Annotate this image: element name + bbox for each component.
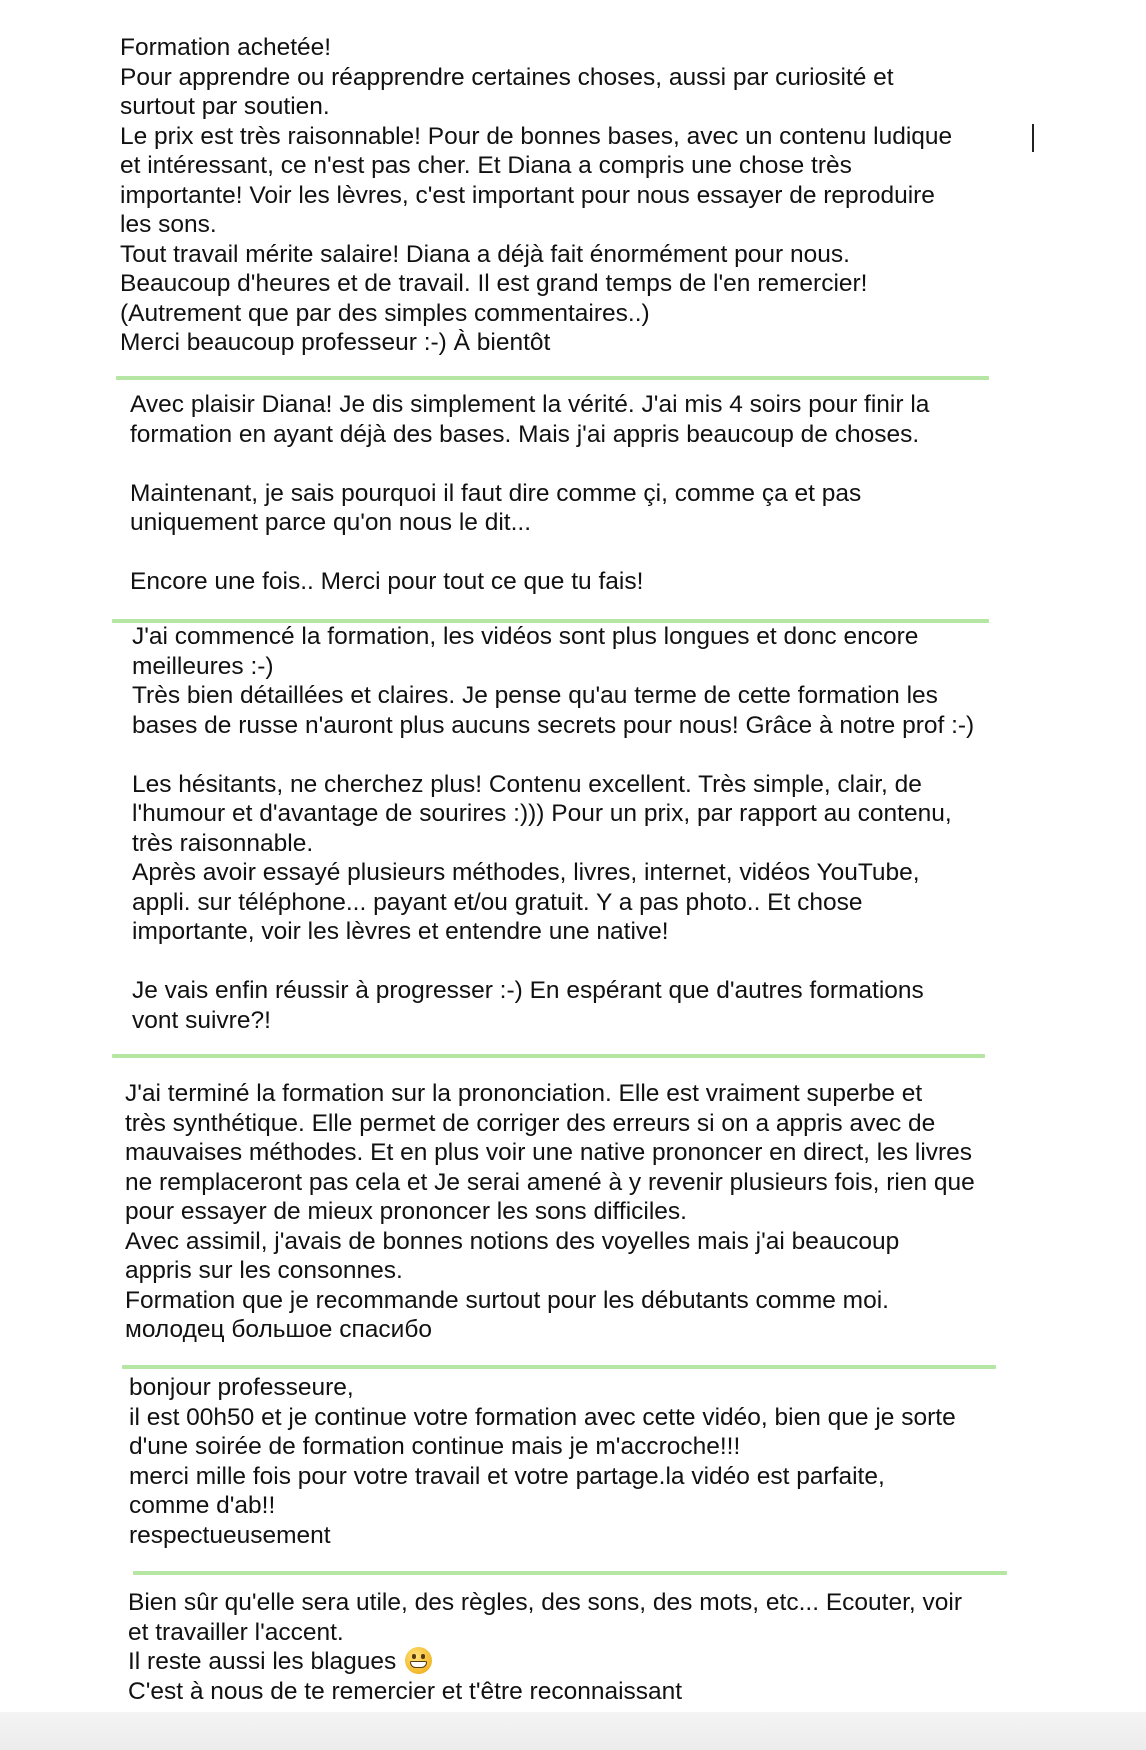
comment-line: vont suivre?! — [132, 1006, 271, 1034]
comment-line: pour essayer de mieux prononcer les sons difficiles. — [125, 1198, 687, 1225]
comment-line: mauvaises méthodes. Et en plus voir une native prononcer en direct, les livres — [125, 1139, 973, 1166]
comment-4 — [125, 1079, 975, 1345]
comment-line: importante, voir les lèvres et entendre une native! — [132, 918, 669, 945]
divider-5 — [133, 1571, 1007, 1575]
comment-line: Merci beaucoup professeur :-) À bientôt — [120, 329, 551, 356]
comment-line: ne remplaceront pas cela et Je serai amené à y revenir plusieurs fois, rien que — [125, 1168, 975, 1196]
comment-line: merci mille fois pour votre travail et votre partage.la vidéo est parfaite, — [129, 1462, 885, 1490]
blank-line — [130, 538, 929, 568]
comment-line: appris sur les consonnes. — [125, 1257, 403, 1284]
comment-line: Pour apprendre ou réapprendre certaines choses, aussi par curiosité et — [120, 63, 894, 91]
comment-2 — [130, 390, 929, 597]
divider-4 — [122, 1365, 996, 1369]
comment-line: Bien sûr qu'elle sera utile, des règles, des sons, des mots, etc... Ecouter, voir — [128, 1589, 963, 1616]
blank-line — [132, 740, 974, 770]
comment-line: Les hésitants, ne cherchez plus! Contenu excellent. Très simple, clair, de — [132, 770, 922, 798]
comment-line: Je vais enfin réussir à progresser :-) En espérant que d'autres formations — [132, 977, 924, 1004]
comment-line: Avec assimil, j'avais de bonnes notions des voyelles mais j'ai beaucoup — [125, 1227, 900, 1255]
comment-6 — [128, 1588, 962, 1706]
comment-line: uniquement parce qu'on nous le dit... — [130, 509, 532, 536]
comment-line: J'ai terminé la formation sur la prononciation. Elle est vraiment superbe et — [125, 1080, 923, 1107]
comment-line: importante! Voir les lèvres, c'est important pour nous essayer de reproduire — [120, 181, 935, 209]
comment-line-with-emoji — [128, 1647, 962, 1677]
grinning-face-icon — [405, 1647, 432, 1674]
comment-line: très raisonnable. — [132, 829, 314, 857]
comment-1 — [120, 33, 952, 358]
comment-line: молодец большое спасибо — [125, 1316, 432, 1343]
comment-line: très synthétique. Elle permet de corriger des erreurs si on a appris avec de — [125, 1109, 936, 1137]
comment-line: les sons. — [120, 211, 217, 238]
comment-line: Encore une fois.. Merci pour tout ce que tu fais! — [130, 568, 644, 595]
comment-line: Le prix est très raisonnable! Pour de bonnes bases, avec un contenu ludique — [120, 122, 953, 150]
comment-line: et intéressant, ce n'est pas cher. Et Diana a compris une chose très — [120, 152, 852, 179]
text-cursor — [1032, 124, 1034, 152]
comment-line: comme d'ab!! — [129, 1492, 276, 1519]
comment-line: Formation que je recommande surtout pour les débutants comme moi. — [125, 1286, 889, 1314]
comment-line: Avec plaisir Diana! Je dis simplement la vérité. J'ai mis 4 soirs pour finir la — [130, 391, 930, 418]
divider-3 — [112, 1054, 985, 1058]
blank-line — [130, 449, 929, 479]
bottom-edge — [0, 1712, 1146, 1750]
comment-line: meilleures :-) — [132, 652, 274, 680]
comment-line: Très bien détaillées et claires. Je pense qu'au terme de cette formation les — [132, 682, 938, 709]
comment-5 — [129, 1373, 956, 1550]
blank-line — [132, 947, 974, 977]
comment-line: Beaucoup d'heures et de travail. Il est grand temps de l'en remercier! — [120, 270, 868, 297]
comment-line: Tout travail mérite salaire! Diana a déjà fait énormément pour nous. — [120, 240, 850, 268]
comment-line: Il reste aussi les blagues — [128, 1648, 397, 1675]
divider-1 — [116, 376, 989, 380]
comment-line: J'ai commencé la formation, les vidéos sont plus longues et donc encore — [132, 623, 919, 650]
comment-line: respectueusement — [129, 1521, 331, 1549]
comment-line: et travailler l'accent. — [128, 1618, 344, 1646]
comment-line: (Autrement que par des simples commentaires..) — [120, 299, 650, 327]
comment-line: formation en ayant déjà des bases. Mais j'ai appris beaucoup de choses. — [130, 420, 920, 448]
comment-line: Maintenant, je sais pourquoi il faut dire comme çi, comme ça et pas — [130, 479, 862, 507]
comment-line: Après avoir essayé plusieurs méthodes, livres, internet, vidéos YouTube, — [132, 859, 920, 886]
comment-line: bonjour professeure, — [129, 1374, 354, 1401]
comment-line: d'une soirée de formation continue mais je m'accroche!!! — [129, 1433, 741, 1460]
comment-line: surtout par soutien. — [120, 93, 330, 120]
comment-3 — [132, 622, 974, 1035]
comment-line: C'est à nous de te remercier et t'être reconnaissant — [128, 1677, 683, 1705]
comment-line: Formation achetée! — [120, 34, 332, 61]
comment-line: bases de russe n'auront plus aucuns secrets pour nous! Grâce à notre prof :-) — [132, 711, 975, 739]
comment-line: il est 00h50 et je continue votre formation avec cette vidéo, bien que je sorte — [129, 1403, 956, 1431]
comment-line: appli. sur téléphone... payant et/ou gratuit. Y a pas photo.. Et chose — [132, 888, 863, 916]
comment-line: l'humour et d'avantage de sourires :))) Pour un prix, par rapport au contenu, — [132, 800, 952, 827]
